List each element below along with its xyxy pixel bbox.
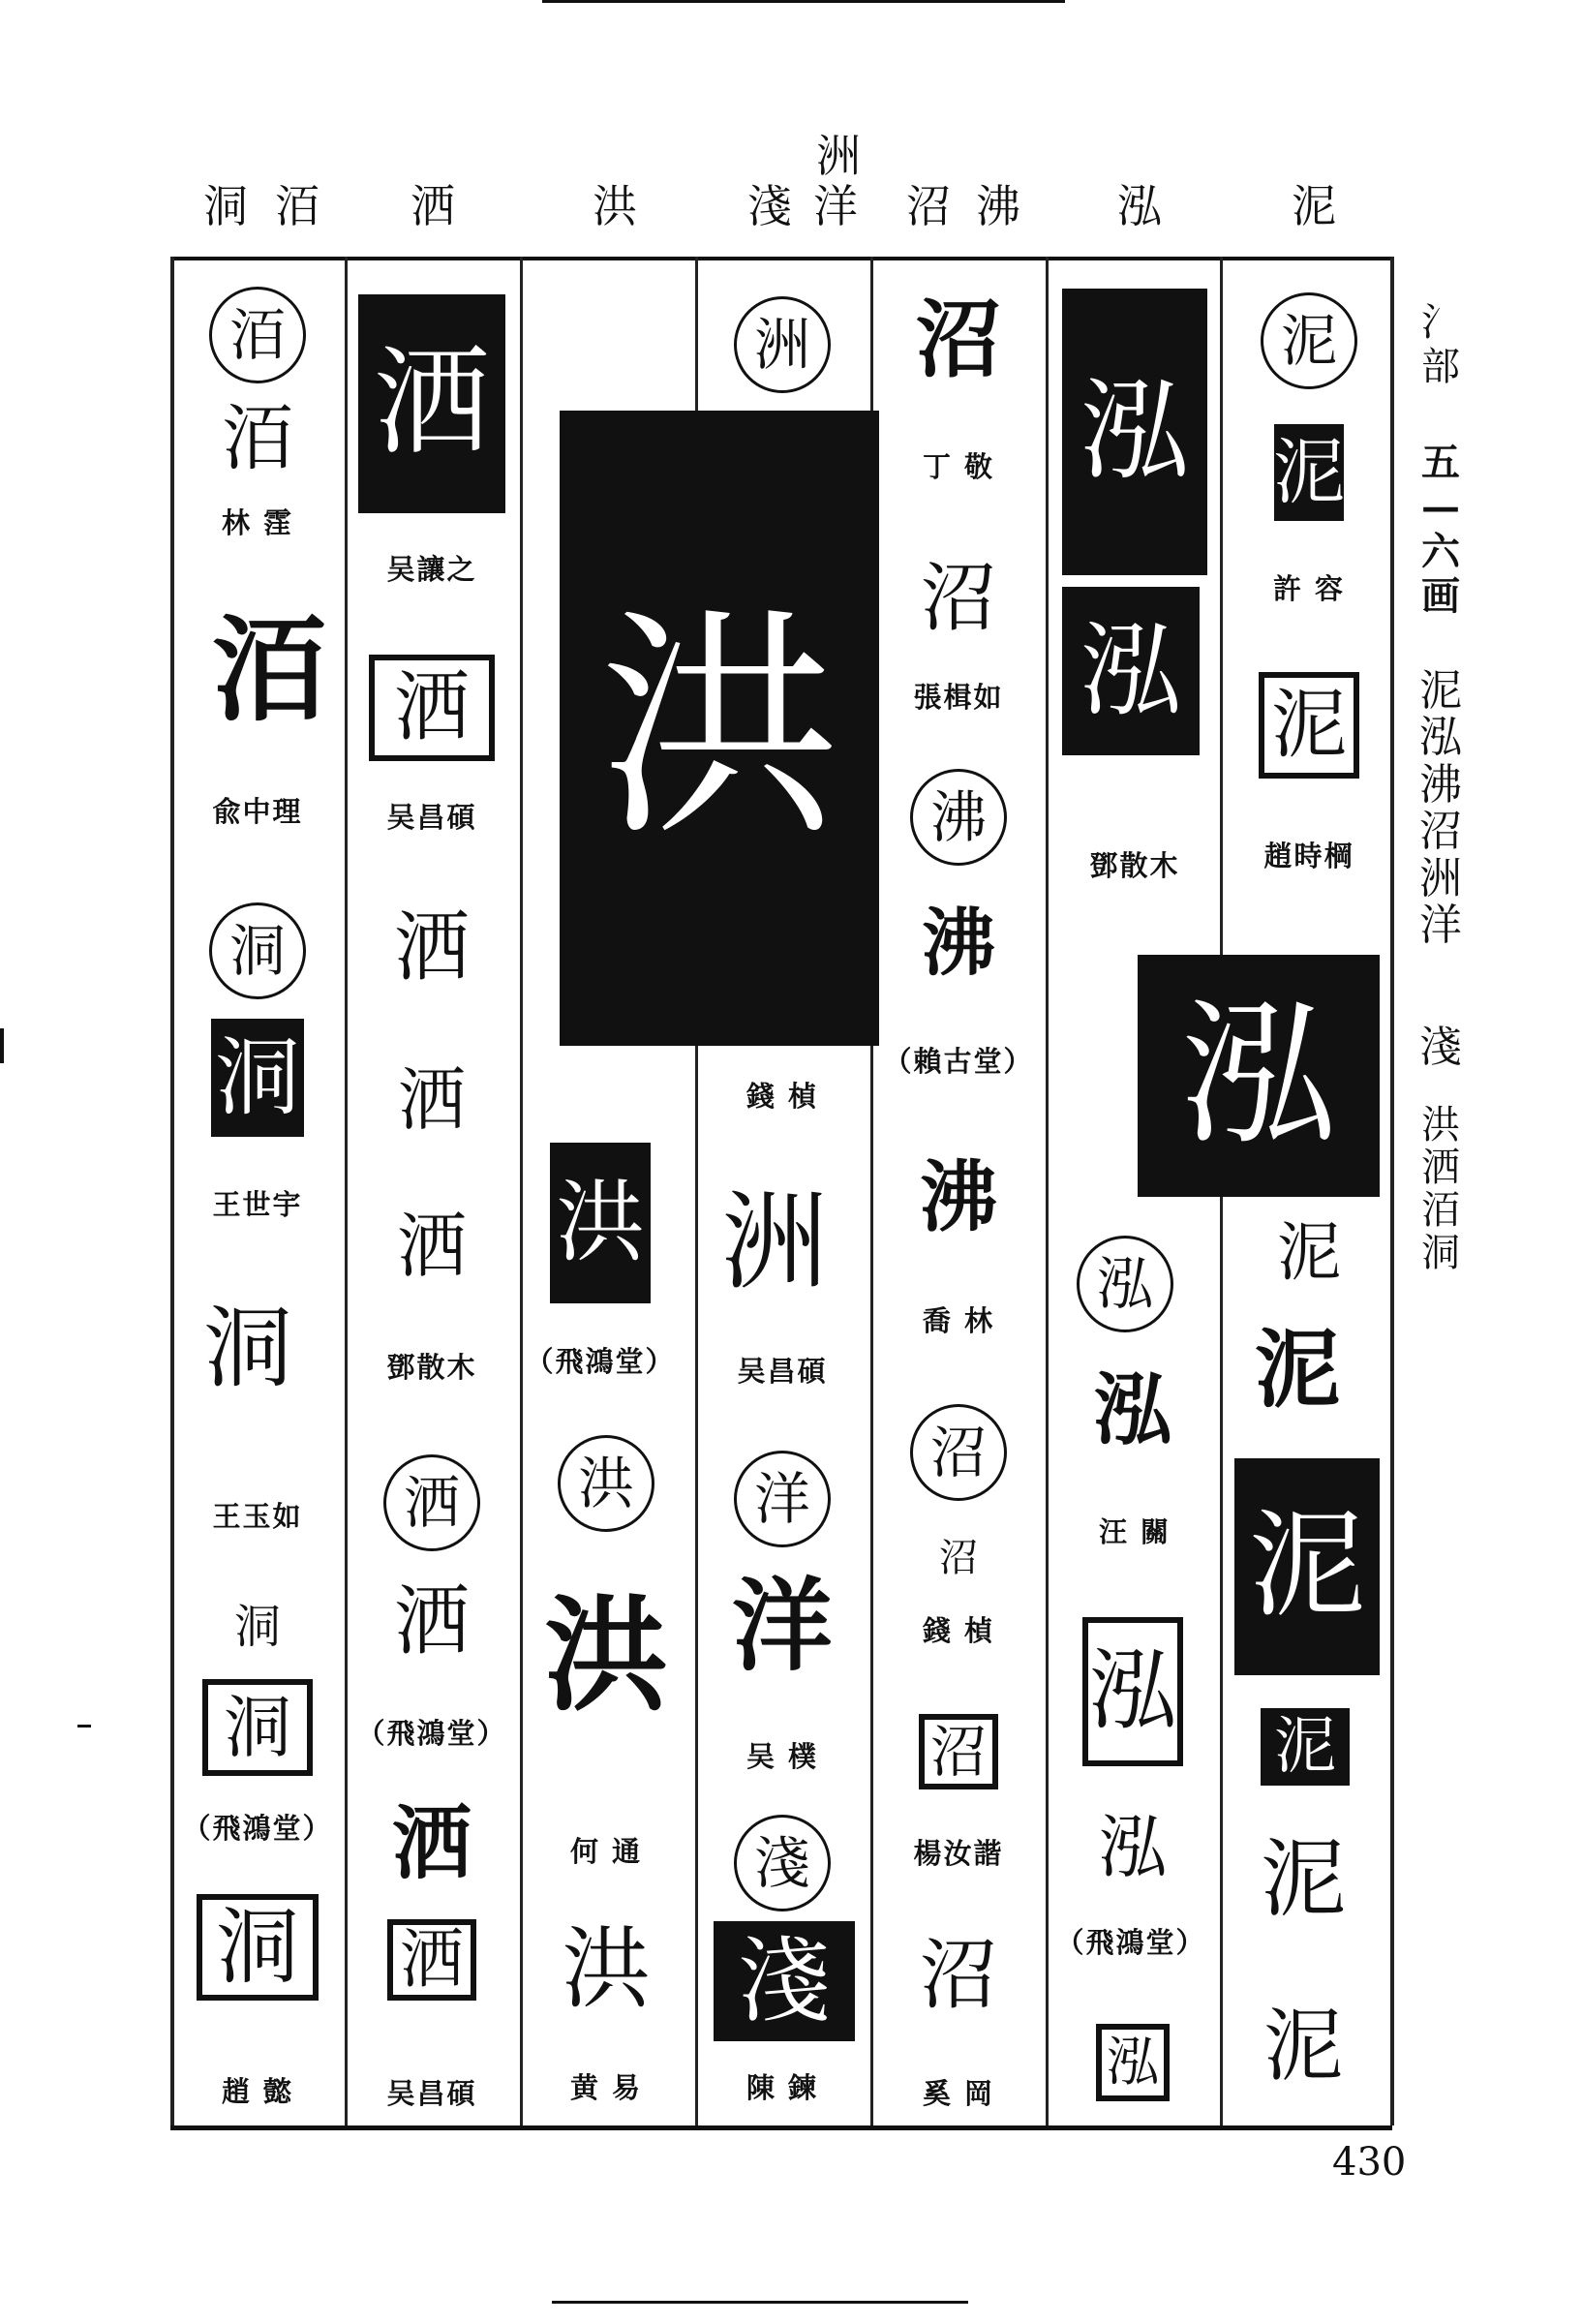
seal-impression: 泓 <box>1099 1808 1167 1887</box>
header-char-sa: 洒 <box>411 180 455 232</box>
column-4-entry-circle-head <box>734 1451 831 1547</box>
artist-caption: 錢 楨 <box>922 1614 995 1647</box>
artist-caption: （飛鴻堂） <box>182 1812 333 1845</box>
column-5-entry-circle-head <box>910 769 1007 866</box>
seal-impression: 沸 <box>922 900 995 986</box>
seal-impression: 洪 <box>560 411 879 1046</box>
column-4-entry-seal <box>732 1555 834 1697</box>
artist-caption: 汪 關 <box>1098 1515 1171 1548</box>
side-stroke-count: 五—六画 <box>1421 440 1460 619</box>
artist-caption: （飛鴻堂） <box>1055 1926 1206 1959</box>
seal-impression: 泥 <box>1261 1708 1350 1786</box>
scan-artifact-bottom-line <box>552 2301 968 2304</box>
seal-impression: 洒 <box>391 1797 472 1890</box>
seal-impression: 洒 <box>369 655 495 761</box>
seal-impression: 泓 <box>1062 587 1200 755</box>
column-2-entry-seal <box>364 1569 500 1675</box>
head-character-circle: 泥 <box>1261 292 1357 389</box>
artist-caption: 趙 懿 <box>221 2075 294 2108</box>
column-4-entry-circle-head <box>734 1815 831 1911</box>
column-1-entry-seal <box>177 593 361 748</box>
seal-impression: 泓 <box>1138 955 1380 1197</box>
seal-impression: 洲 <box>721 1180 828 1304</box>
artist-caption: 吴讓之 <box>386 553 477 586</box>
seal-impression: 沼 <box>919 1714 998 1789</box>
artist-caption: 兪中理 <box>212 795 303 828</box>
artist-caption: 陳 鍊 <box>745 2071 819 2104</box>
seal-impression: 泓 <box>1096 2024 1170 2101</box>
seal-impression: 洒 <box>398 1060 466 1140</box>
seal-impression: 洒 <box>396 1206 467 1287</box>
column-6-entry-seal <box>1084 1361 1181 1458</box>
column-7-entry-seal <box>1270 1214 1348 1292</box>
artist-caption: 吴昌碩 <box>737 1355 828 1388</box>
table-top-rule <box>170 257 1392 260</box>
column-2-entry-seal <box>369 655 495 761</box>
column-4-entry-seal <box>714 1921 855 2041</box>
column-5-entry-seal <box>920 1139 997 1255</box>
column-4-entry-circle-head <box>734 296 831 393</box>
artist-caption: 錢 楨 <box>745 1080 819 1113</box>
header-char-hong: 洪 <box>593 180 637 232</box>
column-1-entry-seal <box>204 1276 291 1422</box>
column-2-entry-seal <box>358 294 505 513</box>
header-char-zhou: 洲 <box>816 130 861 182</box>
column-5-entry-seal <box>904 287 1013 391</box>
seal-impression: 沸 <box>920 1151 997 1242</box>
column-5-entry-seal <box>920 895 997 992</box>
seal-impression: 沼 <box>920 555 996 642</box>
artist-caption: 趙時棡 <box>1263 840 1354 872</box>
header-char-mo: 洦 <box>275 180 319 232</box>
column-6-entry-seal <box>1062 289 1207 575</box>
seal-impression: 洞 <box>202 1679 313 1776</box>
artist-caption: 張楫如 <box>913 681 1004 714</box>
seal-impression: 泓 <box>1094 1364 1171 1455</box>
column-rule <box>345 257 348 2125</box>
column-7-entry-seal <box>1261 1708 1350 1786</box>
artist-caption: 吴昌碩 <box>386 2077 477 2110</box>
seal-impression: 洞 <box>211 1019 304 1137</box>
artist-caption: （飛鴻堂） <box>525 1345 676 1378</box>
seal-impression: 洪 <box>543 1583 668 1728</box>
header-char-dong: 洞 <box>203 180 248 232</box>
seal-impression: 洒 <box>358 294 505 513</box>
seal-impression: 洪 <box>561 1917 651 2021</box>
artist-caption: 何 通 <box>569 1835 643 1868</box>
header-char-ni: 泥 <box>1292 180 1336 232</box>
scan-artifact-left-dash <box>77 1725 91 1728</box>
column-7-entry-seal <box>1215 1319 1380 1420</box>
head-character-circle: 泓 <box>1077 1236 1173 1332</box>
artist-caption: （賴古堂） <box>883 1045 1034 1078</box>
column-6-entry-seal-large <box>1138 955 1380 1197</box>
column-2-entry-seal <box>379 1797 485 1890</box>
seal-impression: 泥 <box>1277 1215 1341 1290</box>
scan-artifact-left-mark <box>0 1028 4 1063</box>
column-6-entry-seal <box>1080 1809 1186 1886</box>
column-6-entry-seal <box>1096 2024 1170 2101</box>
seal-impression: 泥 <box>1234 1458 1380 1675</box>
side-character-list-2: 淺 <box>1419 1023 1462 1072</box>
column-rule <box>1046 257 1049 2125</box>
artist-caption: 王世宇 <box>212 1188 303 1221</box>
column-3-entry-circle-head <box>558 1435 654 1532</box>
artist-caption: 喬 林 <box>922 1304 995 1337</box>
column-7-entry-seal <box>1250 1999 1356 2095</box>
header-char-yang: 洋 <box>813 180 858 232</box>
seal-impression: 沼 <box>920 1930 997 2020</box>
artist-caption: （飛鴻堂） <box>356 1717 507 1750</box>
seal-impression: 洒 <box>393 904 470 992</box>
seal-impression: 洦 <box>222 397 293 480</box>
seal-impression: 泥 <box>1260 1829 1346 1929</box>
seal-impression: 泓 <box>1062 289 1207 575</box>
seal-impression: 洞 <box>233 1600 281 1654</box>
head-character-circle: 洞 <box>209 902 306 999</box>
side-radical-label: 氵部 <box>1421 300 1460 389</box>
artist-caption: 丁 敬 <box>922 450 995 483</box>
column-3-entry-seal <box>553 1911 659 2028</box>
column-5-entry-circle-head <box>910 1404 1007 1501</box>
artist-caption: 吴 樸 <box>745 1740 819 1773</box>
column-5-entry-seal <box>905 550 1012 647</box>
seal-impression: 洦 <box>211 602 326 737</box>
head-character-circle: 洪 <box>558 1435 654 1532</box>
column-7-entry-circle-head <box>1261 292 1357 389</box>
artist-caption: 許 容 <box>1272 572 1346 605</box>
table-bottom-rule <box>170 2125 1392 2130</box>
seal-impression: 洪 <box>550 1143 651 1303</box>
column-1-entry-circle-head <box>209 287 306 383</box>
seal-impression: 洞 <box>203 1297 293 1400</box>
artist-caption: 鄧散木 <box>1089 849 1180 882</box>
column-1-entry-seal <box>211 1019 304 1137</box>
column-5-entry-seal <box>934 1534 983 1582</box>
column-3-entry-seal-large <box>560 411 879 1046</box>
column-2-entry-seal <box>388 1052 475 1148</box>
header-char-qian: 淺 <box>747 180 792 232</box>
artist-caption: 楊汝諧 <box>913 1837 1004 1870</box>
head-character-circle: 沸 <box>910 769 1007 866</box>
artist-caption: 奚 岡 <box>922 2077 995 2110</box>
column-7-entry-seal <box>1255 1826 1352 1933</box>
column-rule <box>520 257 523 2125</box>
column-rule <box>1390 257 1394 2125</box>
head-character-circle: 洦 <box>209 287 306 383</box>
side-character-list-1: 泥泓沸沼洲洋 <box>1419 666 1462 950</box>
header-char-fei: 沸 <box>976 180 1020 232</box>
column-6-entry-circle-head <box>1077 1236 1173 1332</box>
column-7-entry-seal <box>1234 1458 1380 1675</box>
seal-impression: 泥 <box>1259 672 1359 779</box>
seal-impression: 沼 <box>939 1536 978 1580</box>
header-char-zhao: 沼 <box>906 180 951 232</box>
seal-impression: 泓 <box>1082 1617 1183 1766</box>
artist-caption: 王玉如 <box>212 1500 303 1533</box>
column-1-entry-circle-head <box>209 902 306 999</box>
artist-caption: 黄 易 <box>569 2071 643 2104</box>
seal-impression: 洒 <box>393 1578 470 1666</box>
seal-impression: 泥 <box>1254 1319 1340 1420</box>
column-2-entry-circle-head <box>383 1454 480 1551</box>
seal-impression: 洒 <box>387 1919 476 2001</box>
header-char-hong2: 泓 <box>1117 180 1162 232</box>
head-character-circle: 沼 <box>910 1404 1007 1501</box>
column-1-entry-seal <box>204 395 311 482</box>
column-1-entry-seal <box>202 1679 313 1776</box>
artist-caption: 林 霔 <box>221 506 294 539</box>
column-4-entry-seal <box>712 1160 837 1325</box>
column-1-entry-seal <box>219 1600 296 1654</box>
head-character-circle: 淺 <box>734 1815 831 1911</box>
scan-artifact-top-line <box>542 0 1065 3</box>
seal-impression: 淺 <box>714 1921 855 2041</box>
seal-impression: 洞 <box>197 1894 319 2001</box>
column-7-entry-seal <box>1259 672 1359 779</box>
page-number: 430 <box>1332 2140 1407 2185</box>
head-character-circle: 洲 <box>734 296 831 393</box>
column-6-entry-seal <box>1062 587 1200 755</box>
artist-caption: 鄧散木 <box>386 1351 477 1384</box>
seal-impression: 泥 <box>1274 424 1344 521</box>
column-6-entry-seal <box>1082 1617 1183 1766</box>
column-rule <box>170 257 174 2125</box>
column-3-entry-seal <box>550 1143 651 1303</box>
artist-caption: 吴昌碩 <box>386 801 477 834</box>
column-7-entry-seal <box>1274 424 1344 521</box>
side-character-list-3: 洪洒洦洞 <box>1421 1103 1460 1275</box>
head-character-circle: 洋 <box>734 1451 831 1547</box>
seal-impression: 沼 <box>915 289 1001 389</box>
column-3-entry-seal <box>533 1540 679 1772</box>
column-5-entry-seal <box>910 1927 1007 2024</box>
head-character-circle: 洒 <box>383 1454 480 1551</box>
column-2-entry-seal <box>387 1919 476 2001</box>
column-1-entry-seal <box>197 1894 319 2001</box>
seal-impression: 泥 <box>1263 2001 1343 2093</box>
column-2-entry-seal <box>388 1193 475 1300</box>
column-5-entry-seal <box>919 1714 998 1789</box>
column-2-entry-seal <box>388 887 475 1009</box>
seal-impression: 洋 <box>732 1566 834 1685</box>
